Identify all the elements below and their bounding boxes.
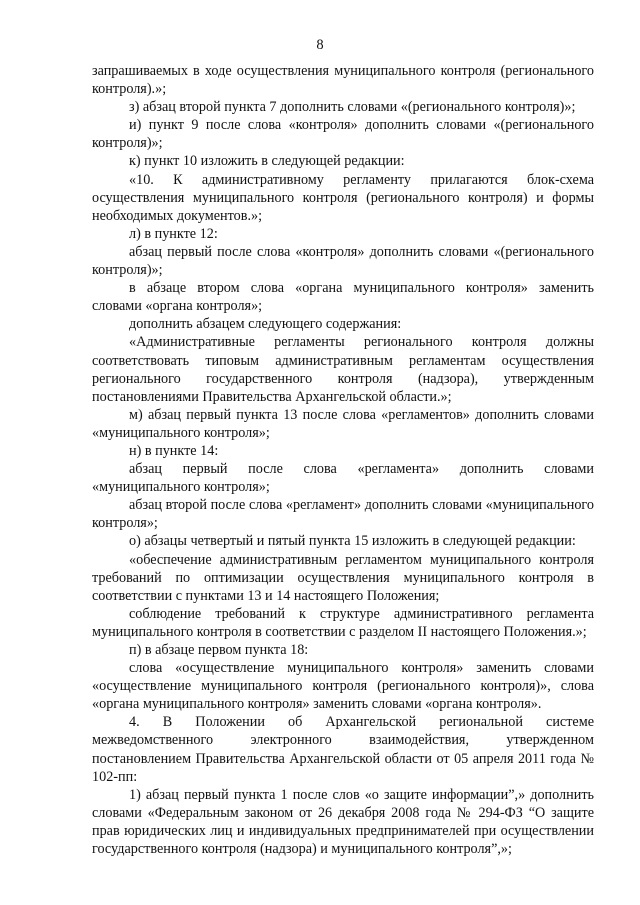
paragraph: абзац первый после слова «регламента» дополнить словами «муниципального контроля»; bbox=[92, 461, 594, 496]
paragraph: «Административные регламенты регионального контроля должны соответствовать типовым административным регламентам осуществления регионального государственного контроля (надзора), утвержденным постановлениями Правительства Архангельской области.»; bbox=[92, 334, 594, 405]
paragraph: абзац второй после слова «регламент» дополнить словами «муниципального контроля»; bbox=[92, 497, 594, 532]
paragraph: «обеспечение административным регламентом муниципального контроля требований по оптимизации осуществления муниципального контроля в соответствии с пунктами 13 и 14 настоящего Положения; bbox=[92, 551, 594, 604]
paragraph: о) абзацы четвертый и пятый пункта 15 изложить в следующей редакции: bbox=[129, 533, 576, 550]
paragraph: л) в пункте 12: bbox=[129, 225, 218, 242]
paragraph: абзац первый после слова «контроля» дополнить словами «(регионального контроля)»; bbox=[92, 243, 594, 279]
paragraph: дополнить абзацем следующего содержания: bbox=[129, 316, 402, 333]
paragraph: соблюдение требований к структуре административного регламента муниципального контроля в соответствии с разделом II настоящего Положения.»; bbox=[92, 605, 594, 640]
paragraph: м) абзац первый пункта 13 после слова «регламентов» дополнить словами «муниципального контроля»; bbox=[92, 406, 594, 441]
paragraph: к) пункт 10 изложить в следующей редакции: bbox=[129, 153, 405, 170]
paragraph: 1) абзац первый пункта 1 после слов «о защите информации”,» дополнить словами «Федеральным законом от 26 декабря 2008 года № 294-ФЗ “О защите прав юридических лиц и индивидуальных предпринимателей при осуществлении государственного контроля (надзора) и муниципального контроля”,»; bbox=[92, 786, 594, 858]
paragraph: «10. К административному регламенту прилагаются блок-схема осуществления муниципального контроля (регионального контроля) и формы необходимых документов.»; bbox=[92, 171, 594, 224]
paragraph: в абзаце втором слова «органа муниципального контроля» заменить словами «органа контроля»; bbox=[92, 280, 594, 315]
paragraph: и) пункт 9 после слова «контроля» дополнить словами «(регионального контроля)»; bbox=[92, 117, 594, 152]
page-number: 8 bbox=[316, 37, 324, 53]
paragraph: з) абзац второй пункта 7 дополнить словами «(регионального контроля)»; bbox=[129, 99, 576, 116]
paragraph: запрашиваемых в ходе осуществления муниципального контроля (регионального контроля).»; bbox=[92, 63, 594, 98]
paragraph: п) в абзаце первом пункта 18: bbox=[129, 642, 309, 658]
document-body bbox=[92, 62, 594, 858]
paragraph: 4. В Положении об Архангельской региональной системе межведомственного электронного взаимодействия, утвержденном постановлением Правительства Архангельской области от 05 апреля 2011 года № 102-пп: bbox=[92, 714, 594, 785]
paragraph: н) в пункте 14: bbox=[129, 442, 219, 459]
paragraph: слова «осуществление муниципального контроля» заменить словами «осуществление муниципального контроля (регионального контроля)», слова «органа муниципального контроля» заменить словами «органа контроля». bbox=[92, 660, 594, 713]
